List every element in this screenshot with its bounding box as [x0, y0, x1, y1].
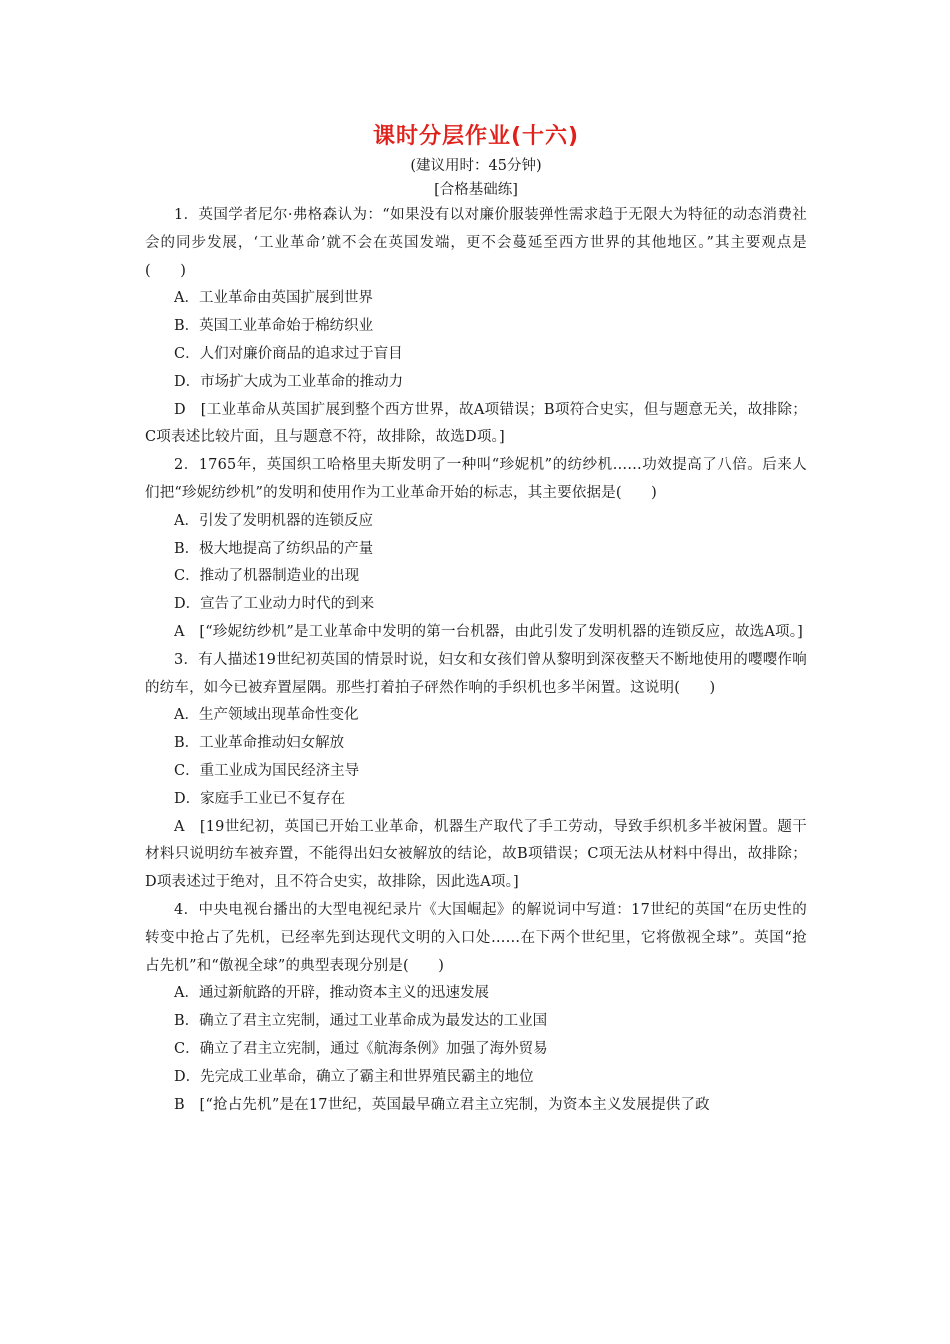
question-stem: 2．1765年，英国织工哈格里夫斯发明了一种叫“珍妮机”的纺纱机……功效提高了八倍。后来人们把“珍妮纺纱机”的发明和使用作为工业革命开始的标志，其主要依据是( ): [145, 457, 807, 501]
option-d: D．先完成工业革命，确立了霸主和世界殖民霸主的地位: [174, 1068, 534, 1085]
question-stem: 3．有人描述19世纪初英国的情景时说，妇女和女孩们曾从黎明到深夜整天不断地使用的嘤嘤作响的纺车，如今已被弃置屋隅。那些打着拍子砰然作响的手织机也多半闲置。这说明( ): [145, 651, 807, 696]
option-a: A．通过新航路的开辟，推动资本主义的迅速发展: [174, 985, 489, 1002]
option-c: C．确立了君主立宪制，通过《航海条例》加强了海外贸易: [174, 1040, 548, 1057]
answer-explanation: A [19世纪初，英国已开始工业革命，机器生产取代了手工劳动，导致手织机多半被闲置。题干材料只说明纺车被弃置，不能得出妇女被解放的结论，故B项错误；C项无法从材料中得出，故排除；D项表述过于绝对，且不符合史实，故排除，因此选A项。]: [145, 818, 807, 891]
answer-explanation: D [工业革命从英国扩展到整个西方世界，故A项错误；B项符合史实，但与题意无关，故排除；C项表述比较片面，且与题意不符，故排除，故选D项。]: [145, 401, 807, 446]
option-a: A．工业革命由英国扩展到世界: [174, 290, 373, 307]
option-d: D．市场扩大成为工业革命的推动力: [174, 373, 404, 390]
option-d: D．家庭手工业已不复存在: [174, 790, 346, 807]
answer-explanation: A [“珍妮纺纱机”是工业革命中发明的第一台机器，由此引发了发明机器的连锁反应，故选A项。]: [174, 623, 804, 640]
option-c: C．重工业成为国民经济主导: [174, 762, 360, 779]
question-4: [145, 897, 807, 1119]
option-b: B．工业革命推动妇女解放: [174, 735, 345, 752]
option-b: B．确立了君主立宪制，通过工业革命成为最发达的工业国: [174, 1013, 548, 1030]
option-a: A．生产领域出现革命性变化: [174, 707, 359, 724]
option-b: B．极大地提高了纺织品的产量: [174, 540, 374, 557]
question-2: [145, 452, 807, 647]
question-stem: 1．英国学者尼尔·弗格森认为：“如果没有以对廉价服装弹性需求趋于无限大为特征的动态消费社会的同步发展，‘工业革命’就不会在英国发端，更不会蔓延至西方世界的其他地区。”其主要观点是( ): [145, 207, 807, 279]
option-c: C．推动了机器制造业的出现: [174, 568, 360, 585]
page-title: 课时分层作业(十六): [372, 124, 580, 149]
option-b: B．英国工业革命始于棉纺织业: [174, 318, 374, 335]
question-3: [145, 647, 807, 897]
worksheet-page: [145, 120, 807, 1119]
question-stem: 4．中央电视台播出的大型电视纪录片《大国崛起》的解说词中写道：17世纪的英国“在历史性的转变中抢占了先机，已经率先到达现代文明的入口处……在下两个世纪里，它将傲视全球”。英国“抢占先机”和“傲视全球”的典型表现分别是( ): [145, 901, 807, 974]
option-d: D．宣告了工业动力时代的到来: [174, 596, 375, 613]
question-1: [145, 202, 807, 452]
answer-explanation: B [“抢占先机”是在17世纪，英国最早确立君主立宪制，为资本主义发展提供了政: [174, 1096, 710, 1113]
option-c: C．人们对廉价商品的追求过于盲目: [174, 345, 403, 362]
suggested-time: (建议用时：45分钟): [410, 158, 542, 174]
option-a: A．引发了发明机器的连锁反应: [174, 512, 373, 529]
section-heading: [合格基础练]: [434, 182, 518, 198]
